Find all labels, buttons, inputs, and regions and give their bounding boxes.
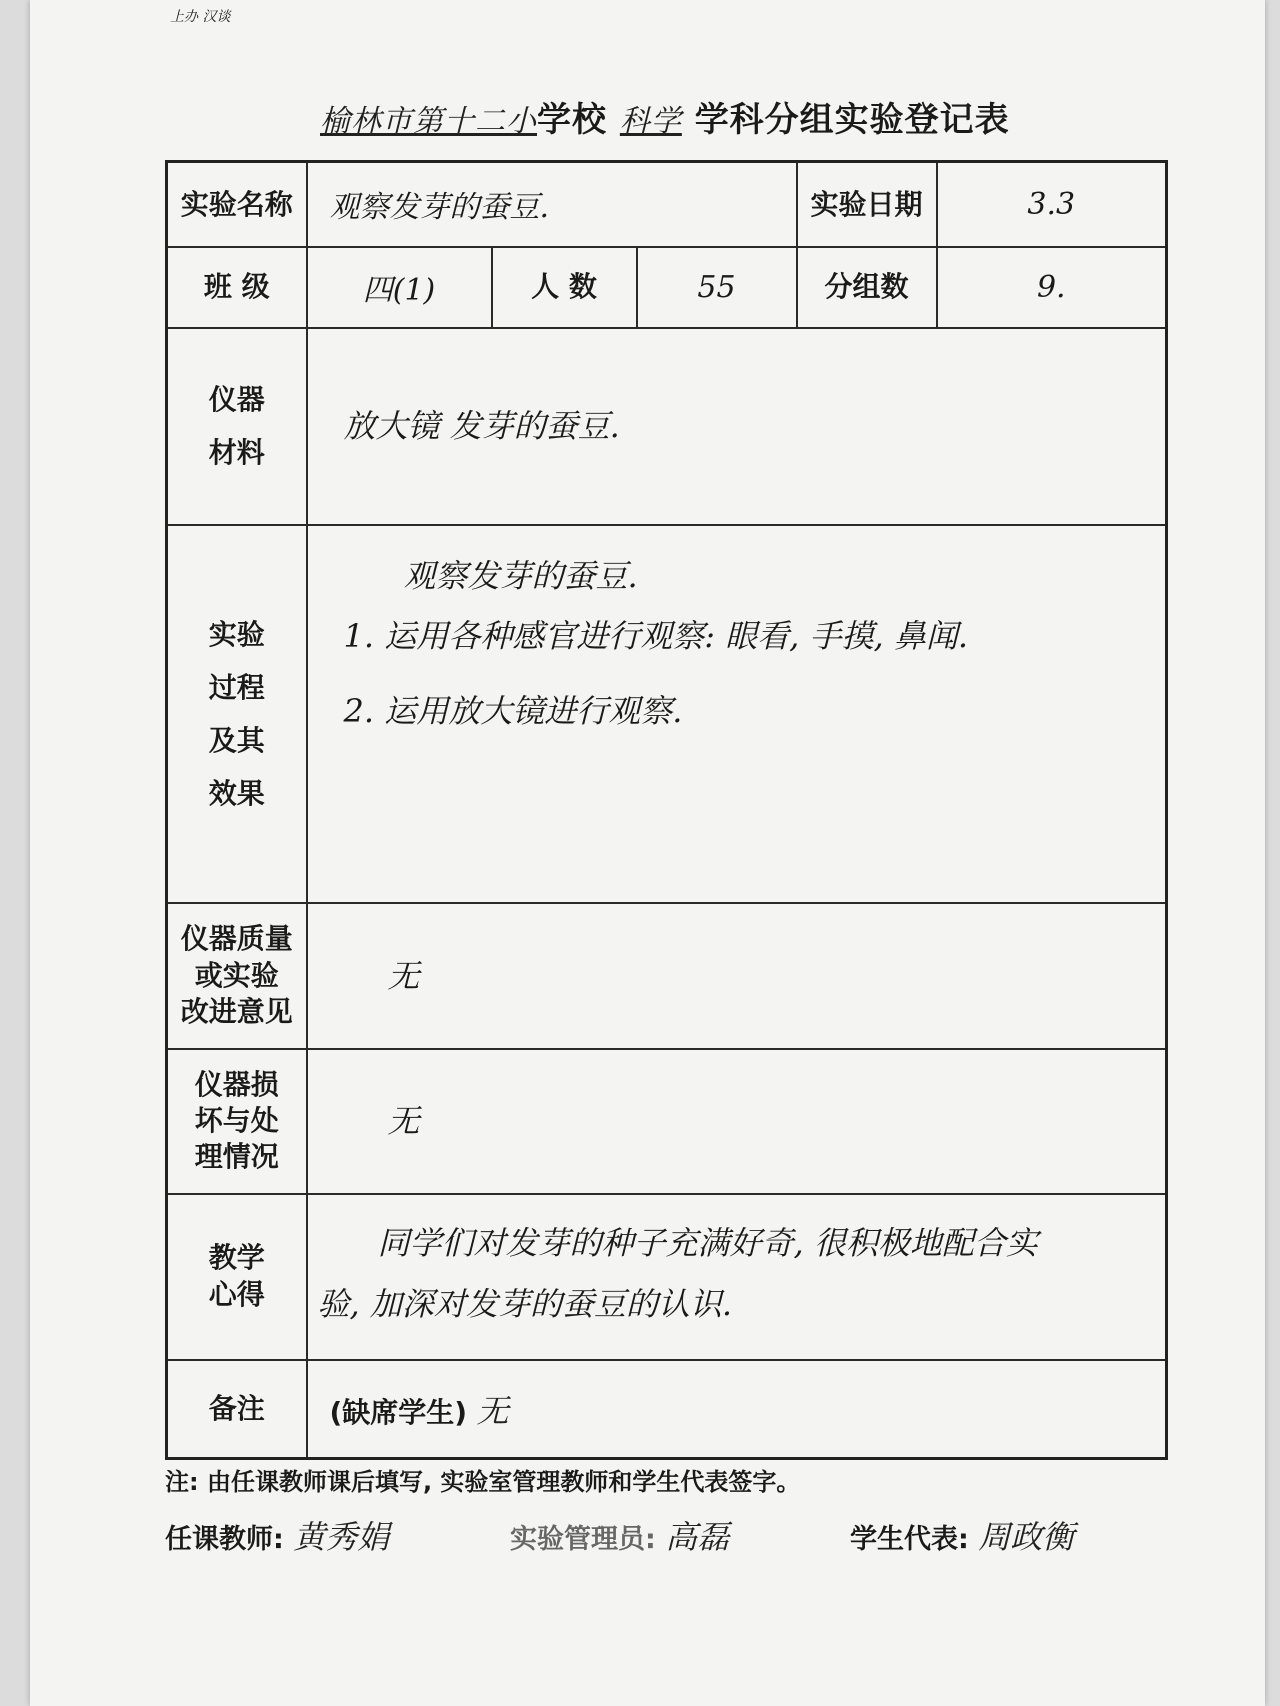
row-class-info — [167, 247, 1167, 328]
teacher-name: 黄秀娟 — [293, 1518, 390, 1556]
row-quality — [167, 903, 1167, 1048]
form-title — [320, 92, 1060, 141]
class-value: 四(1) — [307, 247, 492, 328]
process-label-line: 过程 — [208, 670, 265, 704]
process-label-line: 效果 — [208, 777, 265, 811]
quality-value: 无 — [307, 903, 1167, 1048]
quality-label-line: 仪器质量 — [180, 922, 293, 956]
row-materials — [167, 328, 1167, 525]
teaching-label-line: 教学 — [208, 1241, 265, 1275]
teaching-line: 验, 加深对发芽的蚕豆的认识. — [317, 1284, 733, 1323]
experiment-date-value: 3.3 — [937, 162, 1167, 247]
title-school-handwritten: 榆林市第十二小 — [320, 104, 537, 139]
teacher-label: 任课教师: — [165, 1524, 284, 1555]
materials-label — [167, 328, 307, 525]
groups-value: 9. — [937, 247, 1167, 328]
signature-row — [165, 1512, 1175, 1562]
row-teaching — [167, 1194, 1167, 1360]
title-rest: 学科分组实验登记表 — [694, 100, 1010, 140]
teaching-label — [167, 1194, 307, 1360]
teaching-label-line: 心得 — [208, 1277, 265, 1311]
row-process — [167, 525, 1167, 904]
remarks-label: 备注 — [167, 1360, 307, 1459]
lab-signature — [510, 1512, 729, 1558]
lab-name: 高磊 — [665, 1518, 730, 1556]
lab-label: 实验管理员: — [510, 1524, 656, 1555]
teaching-line: 同学们对发芽的种子充满好奇, 很积极地配合实 — [377, 1223, 1038, 1262]
materials-value: 放大镜 发芽的蚕豆. — [307, 328, 1167, 525]
student-name: 周政衡 — [978, 1518, 1075, 1556]
remarks-value: 无 — [476, 1391, 509, 1430]
process-line: 观察发芽的蚕豆. — [403, 556, 638, 595]
quality-label — [167, 903, 307, 1048]
quality-label-line: 或实验 — [194, 958, 279, 992]
damage-label — [167, 1049, 307, 1194]
form-sheet — [30, 0, 1265, 1706]
row-experiment-name — [167, 162, 1167, 247]
teaching-value — [307, 1194, 1167, 1360]
experiment-date-label: 实验日期 — [797, 162, 937, 247]
remarks-value-cell — [307, 1360, 1167, 1459]
damage-label-line: 坏与处 — [194, 1104, 279, 1138]
quality-label-line: 改进意见 — [180, 995, 293, 1029]
teacher-signature — [165, 1512, 389, 1558]
process-label-line: 实验 — [208, 617, 265, 651]
process-line: 1. 运用各种感官进行观察: 眼看, 手摸, 鼻闻. — [343, 617, 969, 656]
damage-label-line: 仪器损 — [194, 1067, 279, 1101]
student-signature — [850, 1512, 1074, 1558]
remarks-prefix: (缺席学生) — [329, 1395, 468, 1429]
student-label: 学生代表: — [850, 1524, 969, 1555]
damage-value: 无 — [307, 1049, 1167, 1194]
people-label: 人 数 — [492, 247, 637, 328]
class-label: 班 级 — [167, 247, 307, 328]
registration-table — [165, 160, 1168, 1460]
materials-label-line2: 材料 — [208, 436, 265, 470]
materials-label-line1: 仪器 — [208, 382, 265, 416]
experiment-name-value: 观察发芽的蚕豆. — [307, 162, 797, 247]
damage-label-line: 理情况 — [194, 1140, 279, 1174]
process-value — [307, 525, 1167, 904]
process-label — [167, 525, 307, 904]
row-remarks — [167, 1360, 1167, 1459]
title-school-suffix: 学校 — [537, 100, 607, 140]
groups-label: 分组数 — [797, 247, 937, 328]
people-value: 55 — [637, 247, 797, 328]
footer-note: 注: 由任课教师课后填写, 实验室管理教师和学生代表签字。 — [165, 1468, 801, 1496]
process-label-line: 及其 — [208, 724, 265, 757]
experiment-name-label: 实验名称 — [167, 162, 307, 247]
title-subject-handwritten: 科学 — [619, 104, 682, 139]
process-line: 2. 运用放大镜进行观察. — [343, 692, 683, 731]
row-damage — [167, 1049, 1167, 1194]
corner-handwriting: 上办 汉谈 — [170, 9, 231, 25]
